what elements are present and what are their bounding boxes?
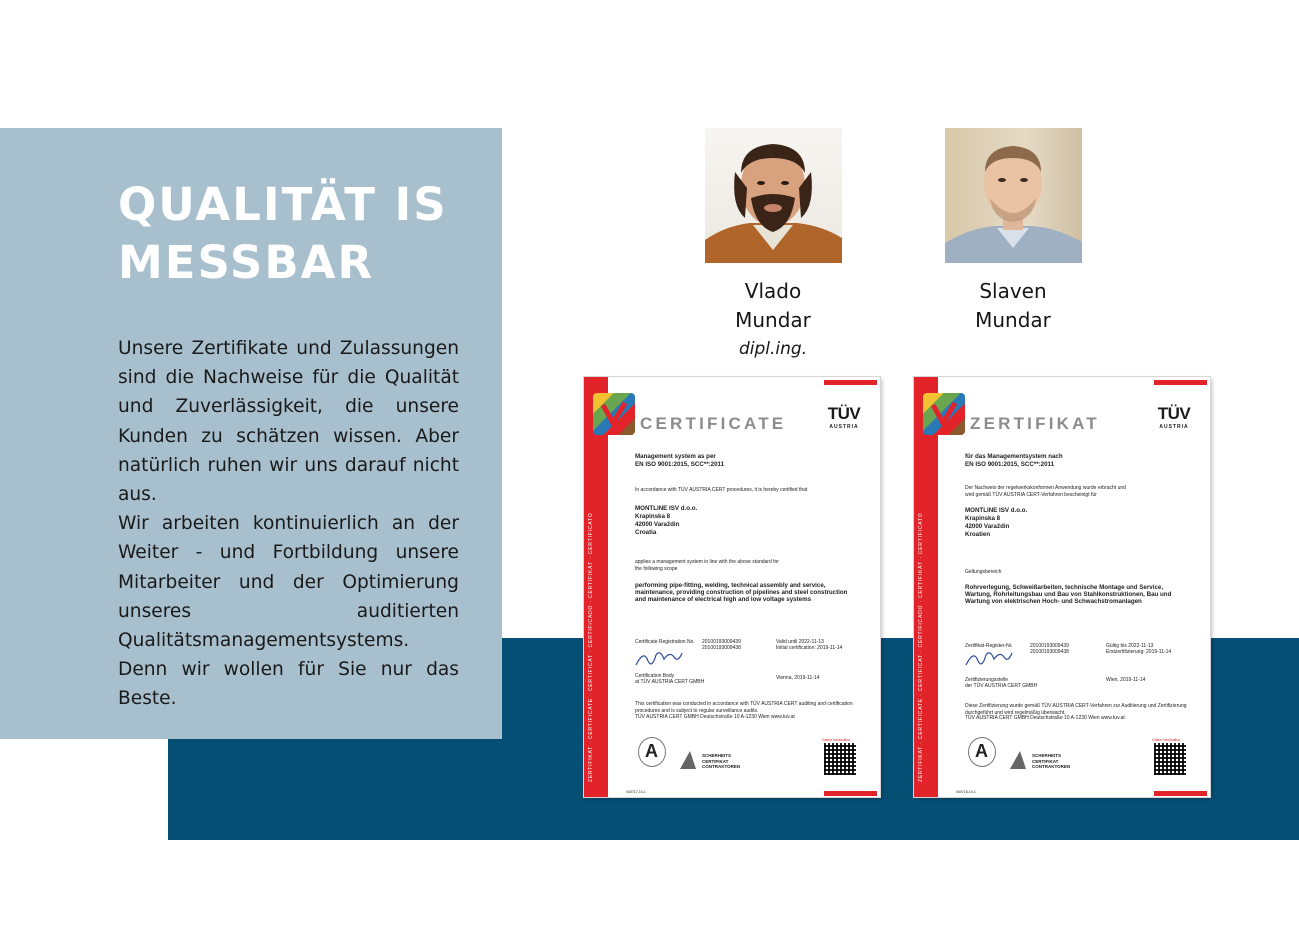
initial-certification: Erstzertifizierung: 2019-11-14	[1106, 649, 1172, 655]
person-first-name: Vlado	[744, 279, 802, 303]
registration-label: Zertifikat-Register-Nr.	[965, 643, 1013, 649]
applies-line: Geltungsbereich	[965, 569, 1002, 575]
intro-text	[118, 334, 459, 714]
initial-certification: Initial certification: 2019-11-14	[776, 645, 843, 651]
tuv-brand: TÜV	[827, 404, 861, 423]
company-line: MONTLINE ISV d.o.o.	[635, 505, 698, 512]
person-first-name: Slaven	[979, 279, 1047, 303]
place-date: Wien, 2019-11-14	[1106, 677, 1146, 683]
intro-paragraph-1: Unsere Zertifikate und Zulassungen sind die Nachweise für die Qualität und Zuverlässigkeit, die unsere Kunden zu schätzen wissen. Aber natürlich ruhen wir uns darauf nicht aus.	[118, 338, 459, 506]
registration-no: 20100193009439	[1030, 643, 1069, 649]
tuv-checkmark-logo-icon	[923, 393, 965, 435]
standard: EN ISO 9001:2015, SCC**:2011	[965, 461, 1055, 468]
person-name-slaven	[933, 277, 1093, 335]
bottom-accent	[1154, 791, 1207, 796]
registration-no: 20100193009438	[702, 645, 741, 651]
scope-heading: für das Managementsystem nach	[965, 453, 1063, 460]
scope-text: Rohrverlegung, Schweißarbeiten, technische Montage und Service, Wartung, Rohrleitungsbau und Bau von Stahlkonstruktionen, Bau und Wartung von elektrischen Hoch- und Schwachstromanlagen	[965, 584, 1172, 605]
scc-logo-icon	[1010, 751, 1026, 769]
certificate-side-text: ZERTIFIKAT · CERTIFICATE · CERTIFICAT · CERTIFICADO · CERTIFIKÁT · CERTIFICATO	[588, 512, 594, 782]
scc-line: CONTRAKTOREN	[1032, 764, 1071, 769]
place-date: Vienna, 2019-11-14	[776, 675, 820, 681]
intro-line: Der Nachweis der regelwerkskonformen Anwendung wurde erbracht und wird gemäß TÜV AUSTRIA CERT-Verfahren bescheinigt für	[965, 485, 1126, 498]
certificate-footer-id: 040717-10-1	[626, 790, 646, 794]
intro-paragraph-2: Wir arbeiten kontinuierlich an der Weiter - und Fortbildung unsere Mitarbeiter und der Optimierung unseres auditierten Qualitätsmanagementsystems. Denn wir wollen für Sie nur das Beste.	[118, 513, 459, 710]
certification-body-label: Zertifizierungsstelle	[965, 677, 1009, 683]
certification-body-name: at TÜV AUSTRIA CERT GMBH	[635, 679, 705, 685]
scc-line: SCHERHEITS	[702, 753, 732, 758]
scope-text: performing pipe-fitting, welding, technical assembly and service, maintenance, providing construction of pipelines and steel construction and maintenance of electrical high and low voltage systems	[635, 582, 848, 603]
intro-line: In accordance with TÜV AUSTRIA CERT procedures, it is hereby certified that	[635, 487, 808, 493]
company-line: Kroatien	[965, 531, 991, 538]
certificate-address: TÜV AUSTRIA CERT GMBH Deutschstraße 10 A-1230 Wien www.tuv.at	[965, 715, 1125, 721]
standard: EN ISO 9001:2015, SCC**:2011	[635, 461, 725, 468]
person-name-vlado	[693, 277, 853, 335]
tuv-austria-logo	[822, 404, 866, 430]
qr-code-icon	[1154, 743, 1186, 775]
page-headline	[118, 176, 478, 292]
valid-until: Gültig bis 2022-11-13	[1106, 643, 1154, 649]
company-line: MONTLINE ISV d.o.o.	[965, 507, 1028, 514]
bottom-accent	[824, 791, 877, 796]
tuv-checkmark-logo-icon	[593, 393, 635, 435]
headline-line-2: MESSBAR	[118, 236, 375, 289]
certificate-address: TÜV AUSTRIA CERT GMBH Deutschstraße 10 A-1230 Wien www.tuv.at	[635, 714, 795, 720]
certificate-note: Diese Zertifizierung wurde gemäß TÜV AUSTRIA CERT-Verfahren zur Auditierung und Zertifizierung durchgeführt und wird regelmäßig überwacht.	[965, 703, 1187, 716]
person-title: dipl.ing.	[738, 339, 808, 359]
person-last-name: Mundar	[975, 308, 1051, 332]
scc-text	[1032, 753, 1070, 770]
company-line: Krapinska 8	[635, 513, 671, 520]
company-line: 42000 Varaždin	[635, 521, 680, 528]
accreditation-seal-icon: A	[968, 737, 996, 767]
company-line: Croatia	[635, 529, 657, 536]
applies-line: applies a management system in line with the above standard for the following scope	[635, 559, 779, 572]
scc-line: SCHERHEITS	[1032, 753, 1062, 758]
qr-code-icon	[824, 743, 856, 775]
certificate-note: This certification was conducted in accordance with TÜV AUSTRIA CERT auditing and certification procedures and is subject to regular surveillance audits.	[635, 701, 853, 714]
certificate-side-text: ZERTIFIKAT · CERTIFICATE · CERTIFICAT · CERTIFICADO · CERTIFIKÁT · CERTIFICATO	[918, 512, 924, 782]
portrait-slaven-mundar	[945, 128, 1082, 263]
certification-body-label: Certification Body	[635, 673, 675, 679]
certificate-german	[914, 377, 1210, 797]
tuv-brand-sub: AUSTRIA	[829, 424, 859, 430]
certificate-footer-id: 040716-10-1	[956, 790, 976, 794]
tuv-brand-sub: AUSTRIA	[1159, 424, 1189, 430]
scc-text	[702, 753, 740, 770]
top-accent	[1154, 380, 1207, 385]
certificate-english	[584, 377, 880, 797]
scc-logo-icon	[680, 751, 696, 769]
qr-label: Online Verification	[1152, 738, 1181, 742]
qr-label: Online Verification	[822, 738, 851, 742]
certification-body-name: der TÜV AUSTRIA CERT GMBH	[965, 683, 1038, 689]
person-last-name: Mundar	[735, 308, 811, 332]
portrait-vlado-mundar	[705, 128, 842, 263]
scc-line: CONTRAKTOREN	[702, 764, 741, 769]
registration-no: 20100193009438	[1030, 649, 1069, 655]
company-line: 42000 Varaždin	[965, 523, 1010, 530]
registration-label: Certificate Registration No.	[635, 639, 695, 645]
accreditation-seal-icon: A	[638, 737, 666, 767]
scope-heading: Management system as per	[635, 453, 716, 460]
tuv-brand: TÜV	[1157, 404, 1191, 423]
certificate-title: CERTIFICATE	[640, 414, 787, 433]
company-line: Krapinska 8	[965, 515, 1001, 522]
headline-line-1: QUALITÄT IS	[118, 178, 448, 231]
signature	[964, 647, 1014, 671]
scc-line: CERTIFIKAT	[702, 758, 729, 764]
signature	[634, 647, 684, 671]
top-accent	[824, 380, 877, 385]
tuv-austria-logo	[1152, 404, 1196, 430]
certificate-title: ZERTIFIKAT	[970, 414, 1100, 433]
registration-no: 20100193009439	[702, 639, 741, 645]
scc-line: CERTIFIKAT	[1032, 758, 1059, 764]
valid-until: Valid until 2022-11-13	[776, 639, 824, 645]
